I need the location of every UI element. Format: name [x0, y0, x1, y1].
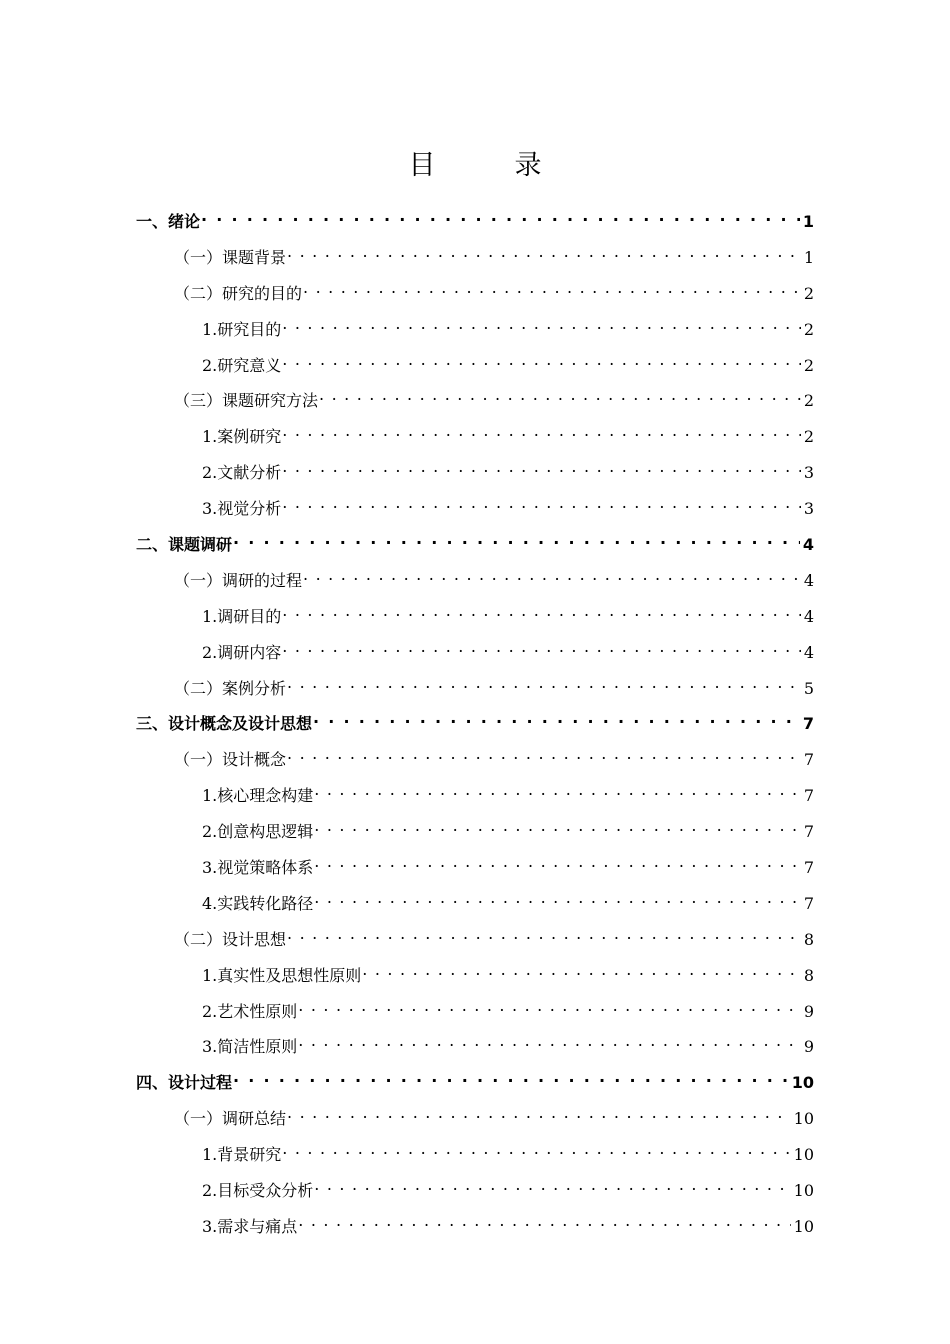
toc-entry[interactable] [0, 883, 950, 919]
toc-entry-title: 2.艺术性原则 [202, 1001, 298, 1021]
toc-entry-title: 三、设计概念及设计思想 [136, 714, 313, 734]
toc-entry-line [202, 1174, 814, 1202]
toc-entry-line [136, 528, 814, 556]
dot-leader [287, 923, 801, 945]
toc-entry-title: （一）课题背景 [174, 247, 287, 267]
toc-entry[interactable] [0, 811, 950, 847]
toc-entry-line [202, 1030, 814, 1058]
dot-leader [282, 456, 801, 478]
toc-entry-title: （二）案例分析 [174, 678, 287, 698]
toc-entry-title: 1.案例研究 [202, 427, 282, 447]
toc-entry-title: （一）调研总结 [174, 1109, 287, 1129]
toc-page-number: 10 [793, 1180, 814, 1200]
toc-page-number: 2 [803, 391, 814, 411]
toc-entry[interactable] [0, 668, 950, 704]
toc-entry-title: 2.调研内容 [202, 642, 282, 662]
toc-entry[interactable] [0, 955, 950, 991]
toc-entry[interactable] [0, 380, 950, 416]
toc-page-number: 8 [803, 965, 814, 985]
toc-page-number: 3 [803, 463, 814, 483]
dot-leader [201, 205, 800, 227]
dot-leader [362, 959, 801, 981]
toc-page-number: 7 [803, 893, 814, 913]
toc-entry[interactable] [0, 1098, 950, 1134]
dot-leader [303, 277, 801, 299]
toc-entry-title: 1.背景研究 [202, 1145, 282, 1165]
toc-entry-title: （三）课题研究方法 [174, 391, 319, 411]
dot-leader [282, 1138, 790, 1160]
dot-leader [233, 1066, 789, 1088]
toc-entry-title: （二）设计思想 [174, 929, 287, 949]
toc-page-number: 10 [793, 1216, 814, 1236]
toc-entry-title: 3.需求与痛点 [202, 1216, 298, 1236]
toc-entry[interactable] [0, 1170, 950, 1206]
toc-entry[interactable] [0, 1026, 950, 1062]
toc-entry-title: 4.实践转化路径 [202, 893, 314, 913]
toc-entry-line [136, 707, 814, 735]
toc-entry[interactable] [0, 739, 950, 775]
toc-entry[interactable] [0, 919, 950, 955]
table-of-contents [0, 201, 950, 1242]
toc-entry[interactable] [0, 596, 950, 632]
toc-entry-title: 3.简洁性原则 [202, 1037, 298, 1057]
toc-entry[interactable] [0, 524, 950, 560]
toc-entry-line [202, 313, 814, 341]
dot-leader [287, 672, 801, 694]
toc-entry[interactable] [0, 488, 950, 524]
toc-page-number: 9 [803, 1037, 814, 1057]
toc-page-number: 4 [803, 606, 814, 626]
toc-entry-title: 2.研究意义 [202, 355, 282, 375]
dot-leader [287, 1102, 791, 1124]
toc-page-number: 10 [791, 1073, 814, 1093]
toc-page-number: 4 [802, 534, 814, 554]
toc-entry[interactable] [0, 345, 950, 381]
toc-page-number: 10 [793, 1109, 814, 1129]
dot-leader [314, 851, 801, 873]
toc-entry[interactable] [0, 560, 950, 596]
toc-page-number: 2 [803, 319, 814, 339]
dot-leader [319, 384, 801, 406]
toc-entry-line [202, 420, 814, 448]
toc-page-number: 2 [803, 427, 814, 447]
dot-leader [303, 564, 801, 586]
toc-entry[interactable] [0, 201, 950, 237]
toc-entry[interactable] [0, 1062, 950, 1098]
toc-entry-line [202, 636, 814, 664]
toc-page-number: 7 [803, 786, 814, 806]
toc-page-number: 2 [803, 355, 814, 375]
toc-entry-title: 1.真实性及思想性原则 [202, 965, 362, 985]
toc-entry-line [174, 743, 814, 771]
dot-leader [287, 241, 801, 263]
dot-leader [314, 1174, 790, 1196]
dot-leader [233, 528, 800, 550]
toc-entry[interactable] [0, 703, 950, 739]
toc-entry[interactable] [0, 452, 950, 488]
dot-leader [282, 349, 801, 371]
toc-entry-line [202, 815, 814, 843]
toc-entry[interactable] [0, 237, 950, 273]
toc-page-number: 8 [803, 929, 814, 949]
dot-leader [298, 1030, 801, 1052]
toc-page-number: 3 [803, 499, 814, 519]
toc-page-number: 1 [803, 247, 814, 267]
toc-title: 目 录 [408, 150, 568, 181]
dot-leader [282, 313, 801, 335]
toc-entry-title: 1.研究目的 [202, 319, 282, 339]
toc-entry-title: 1.核心理念构建 [202, 786, 314, 806]
toc-entry-line [174, 564, 814, 592]
dot-leader [314, 779, 801, 801]
dot-leader [282, 420, 801, 442]
toc-entry[interactable] [0, 775, 950, 811]
dot-leader [282, 492, 801, 514]
toc-entry-title: 二、课题调研 [136, 534, 233, 554]
toc-entry-title: 3.视觉分析 [202, 499, 282, 519]
dot-leader [282, 636, 801, 658]
toc-entry-line [202, 456, 814, 484]
toc-entry-title: 一、绪论 [136, 211, 201, 231]
toc-entry-line [202, 995, 814, 1023]
toc-entry-line [174, 923, 814, 951]
toc-entry-line [202, 851, 814, 879]
toc-entry[interactable] [0, 847, 950, 883]
dot-leader [287, 743, 801, 765]
toc-entry-line [202, 349, 814, 377]
toc-entry-title: （一）调研的过程 [174, 570, 303, 590]
dot-leader [314, 815, 801, 837]
toc-entry[interactable] [0, 632, 950, 668]
toc-page-number: 1 [802, 211, 814, 231]
toc-entry-line [202, 959, 814, 987]
toc-page-number: 4 [803, 570, 814, 590]
toc-page-number: 7 [802, 714, 814, 734]
dot-leader [282, 600, 801, 622]
toc-entry-title: 1.调研目的 [202, 606, 282, 626]
toc-entry-line [136, 1066, 814, 1094]
toc-entry[interactable] [0, 1134, 950, 1170]
dot-leader [314, 887, 801, 909]
toc-entry-line [202, 1138, 814, 1166]
dot-leader [298, 995, 801, 1017]
toc-entry-line [174, 672, 814, 700]
dot-leader [298, 1210, 790, 1232]
dot-leader [313, 707, 800, 729]
toc-entry[interactable] [0, 1206, 950, 1242]
toc-entry[interactable] [0, 309, 950, 345]
toc-entry-line [202, 600, 814, 628]
toc-page-number: 7 [803, 750, 814, 770]
toc-page-number: 2 [803, 283, 814, 303]
toc-entry-line [136, 205, 814, 233]
toc-entry-title: 四、设计过程 [136, 1073, 233, 1093]
toc-page-number: 10 [793, 1145, 814, 1165]
toc-entry-title: 2.创意构思逻辑 [202, 822, 314, 842]
toc-page-number: 7 [803, 822, 814, 842]
toc-entry-title: 2.目标受众分析 [202, 1180, 314, 1200]
toc-entry-line [202, 1210, 814, 1238]
toc-entry-line [174, 241, 814, 269]
toc-entry-title: 2.文献分析 [202, 463, 282, 483]
toc-entry-line [174, 277, 814, 305]
toc-entry-line [174, 1102, 814, 1130]
toc-entry-line [202, 887, 814, 915]
toc-entry[interactable] [0, 273, 950, 309]
toc-entry-title: （一）设计概念 [174, 750, 287, 770]
toc-page-number: 4 [803, 642, 814, 662]
toc-entry-title: 3.视觉策略体系 [202, 857, 314, 877]
toc-entry-line [202, 779, 814, 807]
toc-entry-line [174, 384, 814, 412]
toc-page-number: 5 [803, 678, 814, 698]
toc-entry[interactable] [0, 416, 950, 452]
toc-entry-line [202, 492, 814, 520]
toc-page-number: 7 [803, 857, 814, 877]
toc-page-number: 9 [803, 1001, 814, 1021]
toc-entry-title: （二）研究的目的 [174, 283, 303, 303]
toc-entry[interactable] [0, 991, 950, 1027]
